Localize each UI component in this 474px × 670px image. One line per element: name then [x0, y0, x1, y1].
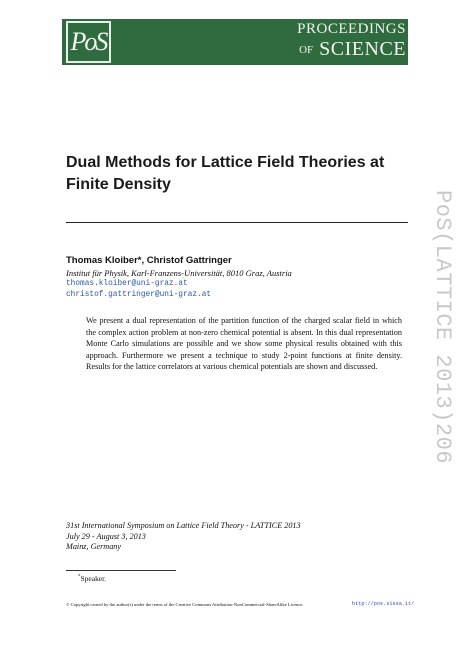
of-label: OF	[299, 44, 314, 56]
pos-logo	[66, 21, 111, 63]
footnote-mark: *	[78, 574, 81, 580]
conference-info	[66, 521, 301, 553]
conference-name: 31st International Symposium on Lattice Field Theory - LATTICE 2013	[66, 521, 301, 530]
proceedings-of-science-title	[297, 22, 406, 59]
conference-location: Mainz, Germany	[66, 542, 122, 551]
abstract: We present a dual representation of the partition function of the charged scalar field in which the complex action problem at non-zero chemical potential is absent. In this dual representation Monte Carlo simulations are possible and we show some physical results obtained with this approach. Furthermore we present a technique to study 2-point functions at finite density. Results for the lattice correlators at various chemical potentials are shown and discussed.	[86, 316, 402, 372]
authors: Thomas Kloiber*, Christof Gattringer	[66, 255, 232, 266]
pos-url-link[interactable]: http://pos.sissa.it/	[352, 601, 415, 607]
science-label: SCIENCE	[319, 38, 406, 60]
paper-title: Dual Methods for Lattice Field Theories at Finite Density	[66, 154, 385, 193]
footnote-text: Speaker.	[80, 574, 107, 583]
pos-logo-text: PoS	[70, 27, 107, 56]
copyright-notice: © Copyright owned by the author(s) under the terms of the Creative Commons Attribution-NonCommercial-ShareAlike Licence.	[66, 602, 304, 607]
email-link[interactable]: christof.gattringer@uni-graz.at	[66, 291, 212, 299]
side-identifier: PoS(LATTICE 2013)206	[430, 190, 455, 465]
conference-dates: July 29 - August 3, 2013	[66, 531, 146, 541]
footnote-rule	[66, 570, 176, 571]
proceedings-label: PROCEEDINGS	[297, 21, 406, 37]
science-line	[297, 39, 406, 59]
email-link[interactable]: thomas.kloiber@uni-graz.at	[66, 280, 188, 288]
affiliation: Institut für Physik, Karl-Franzens-Universität, 8010 Graz, Austria	[66, 268, 292, 278]
footnote	[78, 574, 106, 583]
title-rule	[66, 222, 408, 223]
